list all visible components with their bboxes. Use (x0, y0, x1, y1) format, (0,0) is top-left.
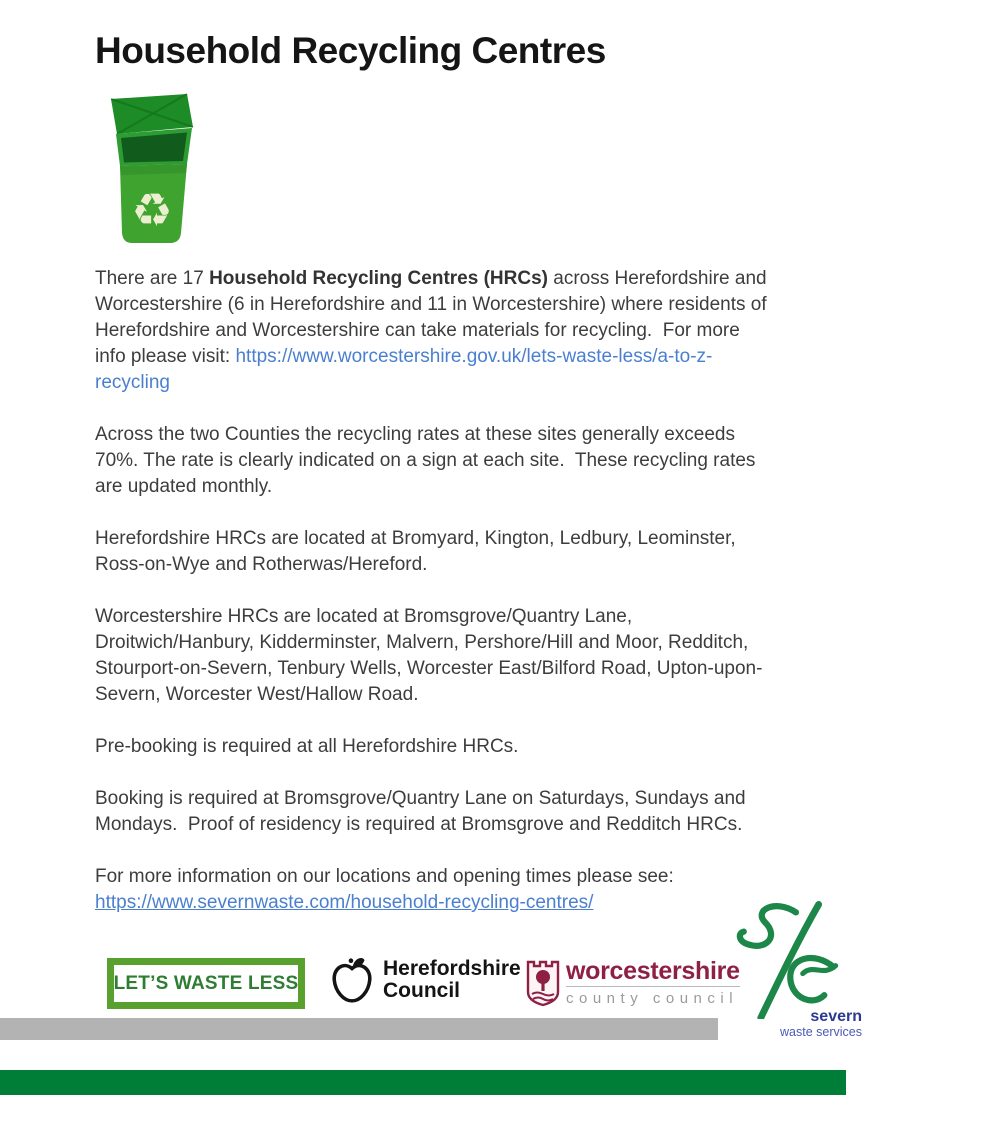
paragraph (95, 266, 935, 396)
body-text: Pre-booking is required at all Herefordshire HRCs. (95, 736, 519, 757)
page-title: Household Recycling Centres (95, 30, 606, 71)
body-text: Worcestershire HRCs are located at Bromsgrove/Quantry Lane, Droitwich/Hanbury, Kidderminster, Malvern, Pershore/Hill and Moor, Redditch, Stourport-on-Severn, Tenbury Wells, Worcester East/Bilford Road, Upton-upon- Severn, Worcester West/Hallow Road. (95, 606, 763, 705)
herefordshire-label-line2: Council (383, 979, 460, 1002)
paragraph (95, 734, 935, 760)
herefordshire-council-logo (330, 956, 521, 1004)
crest-icon (526, 959, 560, 1007)
body-text: across Herefordshire and Worcestershire (6 in Herefordshire and 11 in Worcestershire) where residents of Herefordshire and Worcestershire can take materials for recycling. For more info please visit: (95, 268, 767, 367)
severn-label-line1: severn (810, 1008, 862, 1025)
apple-icon (330, 956, 374, 1004)
severn-monogram-icon (724, 901, 852, 1019)
footer-green-bar (0, 1070, 846, 1095)
hyperlink[interactable]: https://www.severnwaste.com/household-recycling-centres/ (95, 892, 594, 913)
paragraph (95, 786, 935, 838)
body-text: Across the two Counties the recycling rates at these sites generally exceeds 70%. The rate is clearly indicated on a sign at each site. These recycling rates are updated monthly. (95, 424, 756, 497)
footer-gray-bar (0, 1018, 718, 1040)
body-text: Herefordshire HRCs are located at Bromyard, Kington, Ledbury, Leominster, Ross-on-Wye and Rotherwas/Hereford. (95, 528, 736, 575)
lets-waste-less-logo (107, 958, 305, 1009)
severn-label-line2: waste services (780, 1025, 862, 1039)
body-text: Booking is required at Bromsgrove/Quantry Lane on Saturdays, Sundays and Mondays. Proof of residency is required at Bromsgrove and Redditch HRCs. (95, 788, 746, 835)
article (95, 266, 935, 942)
worcestershire-label-line2: county council (566, 990, 739, 1007)
severn-waste-logo (724, 901, 866, 1039)
recycling-bin-icon (104, 92, 194, 246)
paragraph (95, 604, 935, 708)
herefordshire-label-line1: Herefordshire (383, 957, 521, 980)
hyperlink[interactable]: https://www.worcestershire.gov.uk/lets-waste-less/a-to-z- recycling (95, 346, 713, 393)
worcestershire-council-logo (526, 959, 740, 1007)
body-text: For more information on our locations and opening times please see: (95, 866, 674, 887)
paragraph (95, 422, 935, 500)
bold-text: Household Recycling Centres (HRCs) (209, 268, 548, 289)
worcestershire-label-line1: worcestershire (566, 957, 740, 985)
paragraph (95, 526, 935, 578)
lets-waste-less-label: LET’S WASTE LESS (113, 972, 299, 994)
recycle-symbol: ♻ (131, 184, 173, 236)
body-text: There are 17 (95, 268, 210, 289)
